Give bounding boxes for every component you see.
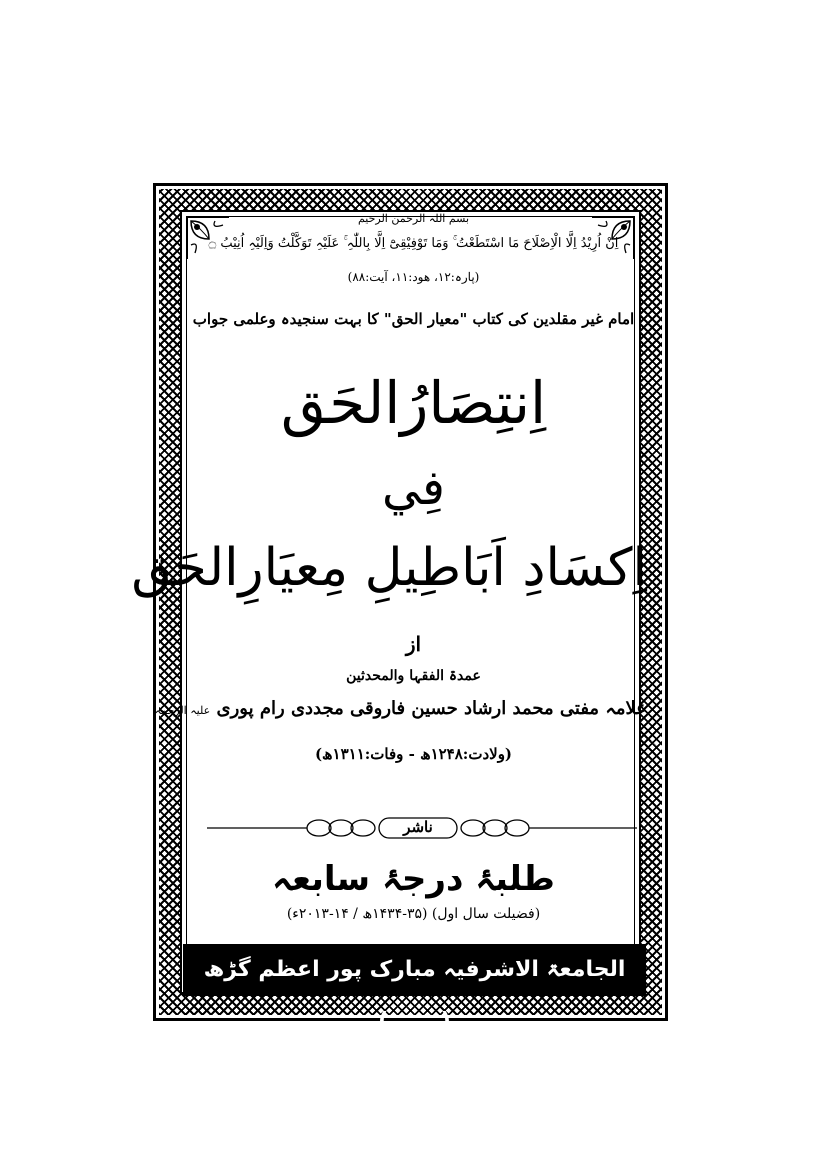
publisher-divider	[207, 816, 637, 840]
title-connector: فِي	[382, 460, 445, 516]
author-epithet: عمدۃ الفقہا والمحدثین	[346, 668, 481, 684]
author-honorific: علیہ الرحمہ	[154, 704, 211, 717]
verse-reference: (پارہ:۱۲، ھود:۱۱، آیت:۸۸)	[347, 270, 480, 284]
bismillah: بسم اللہ الرحمن الرحیم	[357, 212, 470, 225]
author-name	[154, 698, 647, 719]
publisher-label: ناشر	[403, 818, 433, 836]
publisher-detail: (فضیلت سال اول) (۳۵-۱۴۳۴ھ / ۱۴-۲۰۱۳ء)	[286, 906, 541, 922]
author-full-name: علامہ مفتی محمد ارشاد حسین فاروقی مجددی رام پوری	[216, 698, 647, 719]
author-by: از	[405, 632, 422, 656]
author-dates: (ولادت:۱۲۴۸ھ - وفات:۱۳۱۱ھ)	[314, 745, 513, 763]
book-subtitle: امام غیر مقلدین کی کتاب "معیار الحق" کا بہت سنجیدہ وعلمی جواب	[192, 310, 635, 328]
book-title-secondary: اِکسَادِ اَبَاطِیلِ مِعیَارِالحَق	[131, 538, 647, 598]
institution-banner: الجامعۃ الاشرفیہ مبارک پور اعظم گڑھ (یوپی)	[183, 944, 646, 996]
book-title: اِنتِصَارُالحَق	[280, 369, 547, 437]
publisher-name: طلبۂ درجۂ سابعہ	[272, 859, 555, 899]
quran-verse: اِنْ اُرِیْدُ اِلَّا الْاِصْلَاحَ مَا اسْتَطَعْتُ ۚ وَمَا تَوْفِیْقِیْٓ اِلَّا بِاللّٰہِ ۚ عَلَیْہِ تَوَکَّلْتُ وَاِلَیْہِ اُنِیْبُ ۝	[208, 236, 619, 251]
